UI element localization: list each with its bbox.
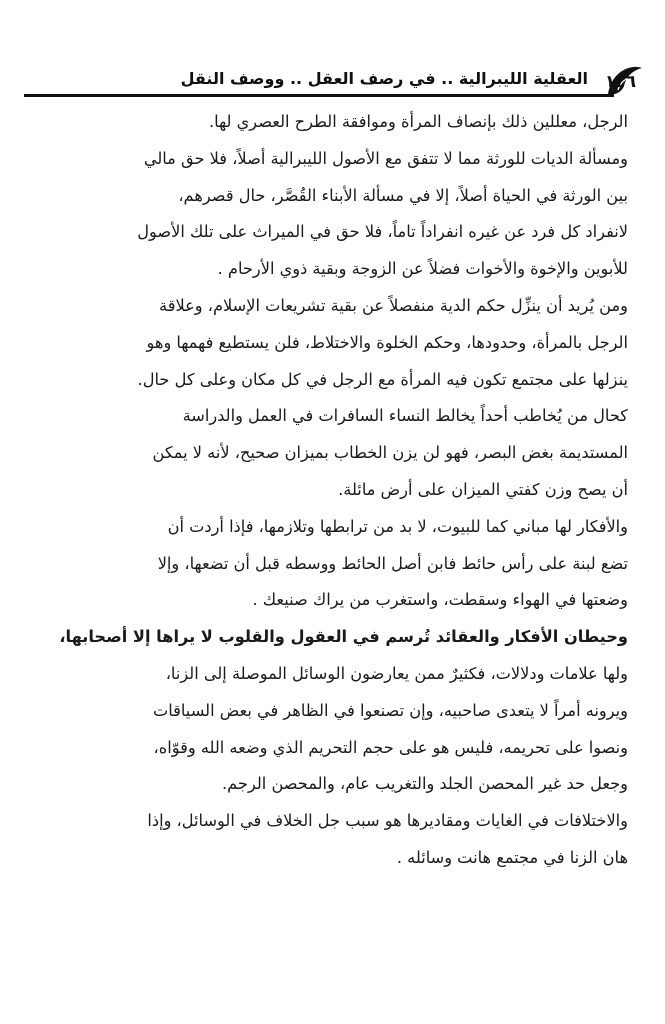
text-line: وضعتها في الهواء وسقطت، واستغرب من يراك صنيعك . [252,590,628,610]
text-line: المستديمة بغض البصر، فهو لن يزن الخطاب بميزان صحيح، لأنه لا يمكن [152,443,628,463]
text-line: الرجل، معللين ذلك بإنصاف المرأة وموافقة الطرح العصري لها. [209,112,628,131]
header-rule [24,94,614,97]
text-line: ويرونه أمراً لا يتعدى صاحبيه، وإن تصنعوا في الظاهر في بعض السياقات [152,700,628,720]
text-line: ومسألة الديات للورثة مما لا تتفق مع الأصول الليبرالية أصلاً، فلا حق مالي [143,148,628,168]
page-number: ١٣٦ [604,72,636,92]
text-line: ومن يُريد أن ينزِّل حكم الدية منفصلاً عن بقية تشريعات الإسلام، وعلاقة [159,295,628,315]
body-text [38,104,628,877]
text-line: والأفكار لها مباني كما للبيوت، لا بد من ترابطها وتلازمها، فإذا أردت أن [167,516,628,536]
page-header [24,60,644,100]
text-line: ونصوا على تحريمه، فليس هو على حجم التحريم الذي وضعه الله وقوّاه، [153,737,628,757]
text-line: كحال من يُخاطب أحداً يخالط النساء السافرات في العمل والدراسة [182,406,628,426]
running-title: العقلية الليبرالية .. في رصف العقل .. ووصف النقل [180,69,588,88]
text-line: وحيطان الأفكار والعقائد تُرسم في العقول والقلوب لا يراها إلا أصحابها، [59,627,628,647]
text-line: هان الزنا في مجتمع هانت وسائله . [396,847,628,867]
text-line: تضع لبنة على رأس حائط فابن أصل الحائط ووسطه قبل أن تضعها، وإلا [157,553,628,573]
text-line: والاختلافات في الغايات ومقاديرها هو سبب جل الخلاف في الوسائل، وإذا [147,811,628,831]
text-line: للأبوين والإخوة والأخوات فضلاً عن الزوجة وبقية ذوي الأرحام . [217,259,628,279]
text-line: الرجل بالمرأة، وحدودها، وحكم الخلوة والاختلاط، فلن يستطيع فهمها وهو [146,332,628,352]
text-line: ينزلها على مجتمع تكون فيه المرأة مع الرجل في كل مكان وعلى كل حال. [137,369,628,389]
text-line: بين الورثة في الحياة أصلاً، إلا في مسألة الأبناء القُصَّر، حال قصرهم، [178,185,628,205]
text-line: أن يصح وزن كفتي الميزان على أرض مائلة. [338,479,628,499]
text-line: لانفراد كل فرد عن غيره انفراداً تاماً، فلا حق في الميراث على تلك الأصول [137,222,628,242]
text-line: ولها علامات ودلالات، فكثيرٌ ممن يعارضون الوسائل الموصلة إلى الزنا، [165,663,628,683]
text-line: وجعل حد غير المحصن الجلد والتغريب عام، والمحصن الرجم. [222,774,628,794]
